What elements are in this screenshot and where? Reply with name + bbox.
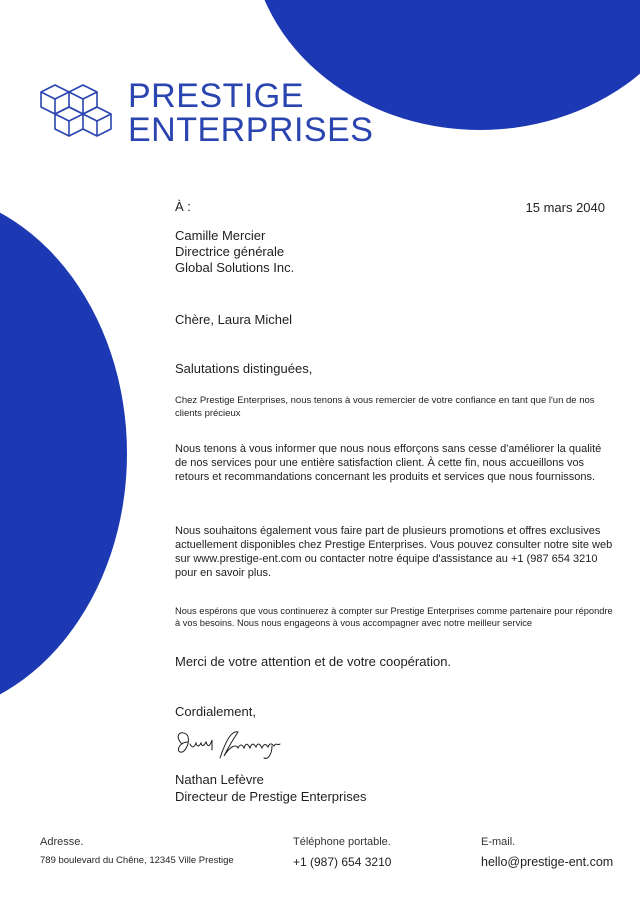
brand-line-2: ENTERPRISES	[128, 111, 374, 149]
handwritten-signature	[172, 722, 292, 766]
paragraph-2: Nous tenons à vous informer que nous nous efforçons sans cesse d'améliorer la qualité de nos services pour une entière satisfaction client. À cette fin, nous accueillons vos retours et recommandations concernant les produits et services que nous fournissons.	[175, 443, 602, 483]
greeting: Salutations distinguées,	[175, 361, 313, 376]
paragraph-4: Nous espérons que vous continuerez à compter sur Prestige Enterprises comme partenaire pour répondre à vos besoins. Nous nous engageons à vous accompagner avec notre meilleur service	[175, 606, 613, 628]
signer-block	[175, 771, 366, 805]
footer-email-label: E-mail.	[481, 836, 516, 848]
signer-name: Nathan Lefèvre	[175, 772, 264, 787]
footer-address: 789 boulevard du Chêne, 12345 Ville Prestige	[40, 855, 234, 866]
paragraph-1: Chez Prestige Enterprises, nous tenons à vous remercier de votre confiance en tant que l'un de nos clients précieux	[175, 395, 595, 419]
decorative-circle-left	[0, 190, 127, 717]
paragraph-3: Nous souhaitons également vous faire part de plusieurs promotions et offres exclusives actuellement disponibles chez Prestige Enterprises. Vous pouvez consulter notre site web sur www.prestige-ent.com ou contacter notre équipe d'assistance au +1 (987 654 3210 pour en savoir plus.	[175, 525, 613, 579]
salutation: Chère, Laura Michel	[175, 312, 293, 327]
letter-date: 15 mars 2040	[525, 200, 605, 215]
recipient-block	[175, 228, 294, 276]
brand-name	[128, 79, 373, 147]
to-label: À :	[175, 199, 191, 214]
recipient-name: Camille Mercier	[175, 228, 266, 243]
recipient-company: Global Solutions Inc.	[175, 260, 295, 275]
stacked-cubes-icon	[38, 78, 116, 140]
signer-title: Directeur de Prestige Enterprises	[175, 789, 367, 804]
thanks-line: Merci de votre attention et de votre coopération.	[175, 654, 452, 669]
footer-address-label: Adresse.	[40, 836, 84, 848]
footer-email: hello@prestige-ent.com	[481, 855, 614, 869]
footer-phone-label: Téléphone portable.	[293, 836, 391, 848]
brand-line-1: PRESTIGE	[128, 77, 304, 115]
footer-phone: +1 (987) 654 3210	[293, 855, 392, 869]
recipient-title: Directrice générale	[175, 244, 285, 259]
closing: Cordialement,	[175, 704, 256, 719]
